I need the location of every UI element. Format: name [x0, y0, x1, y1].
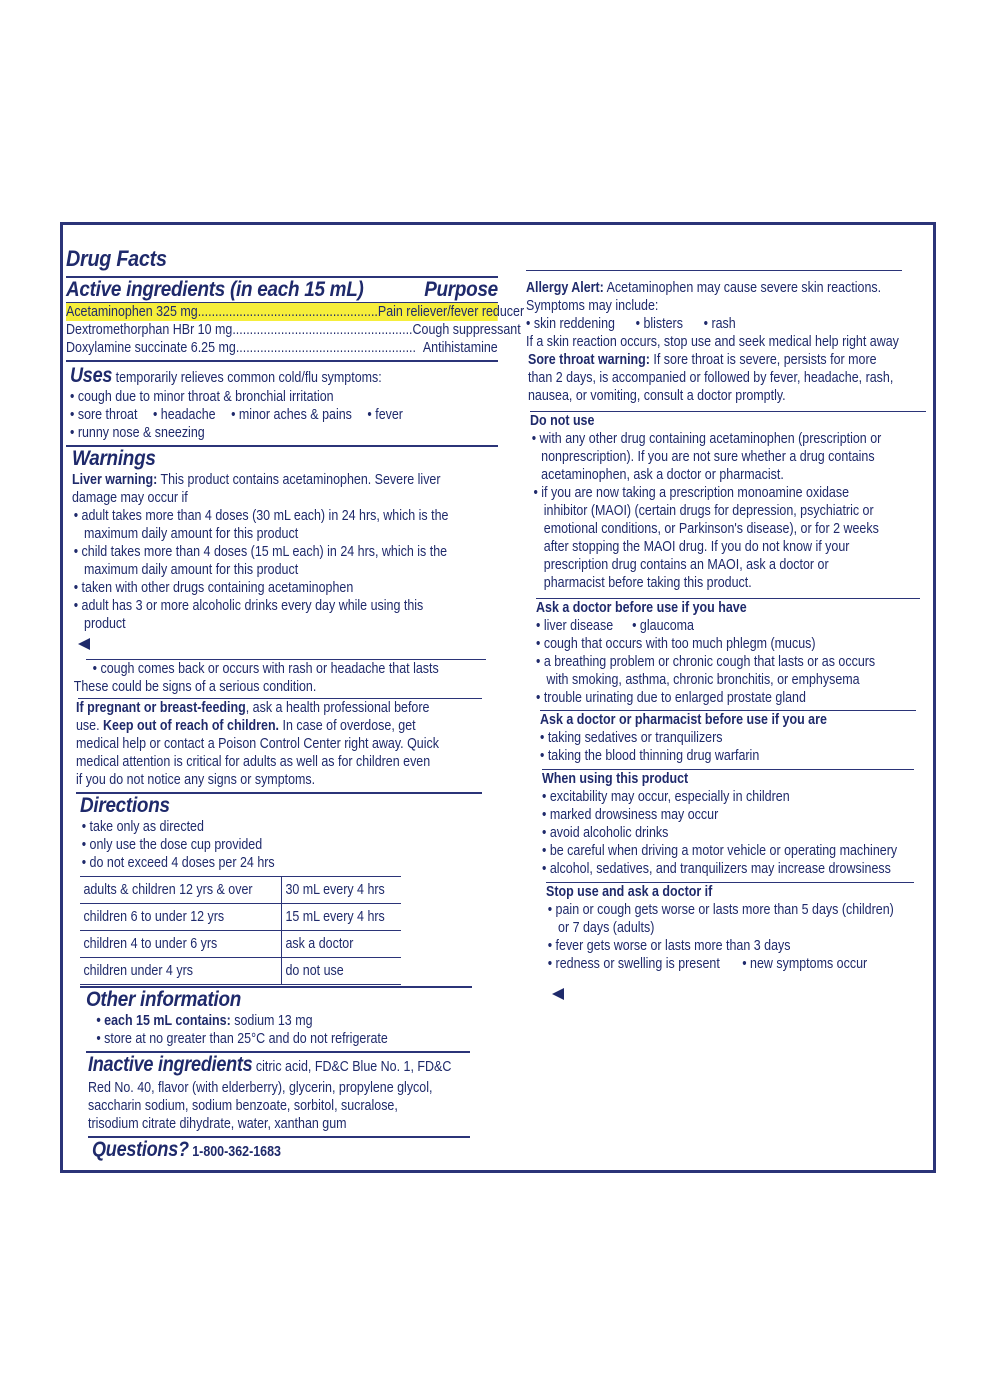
pregnancy-line — [76, 717, 439, 735]
continue-arrow — [546, 973, 936, 1011]
directions-section — [66, 794, 498, 985]
uses-section — [66, 364, 498, 442]
pregnancy-text: use. — [76, 718, 104, 734]
pregnancy-text: , ask a health professional before — [245, 700, 430, 716]
when-using-item: • excitability may occur, especially in children — [542, 789, 790, 805]
uses-item: • minor aches & pains — [231, 407, 352, 423]
phone-number: 1-800-362-1683 — [188, 1144, 281, 1160]
dose-cell — [281, 958, 401, 985]
inactive-line — [88, 1053, 452, 1079]
symptom-item: • blisters — [635, 316, 683, 332]
continue-arrow — [72, 633, 498, 659]
dose-cell — [281, 904, 401, 931]
age-text: children 4 to under 6 yrs — [83, 936, 218, 952]
ingredient-name: Acetaminophen 325 mg — [66, 304, 198, 320]
uses-heading: Uses — [70, 364, 113, 387]
do-not-use-heading: Do not use — [530, 413, 595, 429]
do-not-use-cont: nonprescription). If you are not sure whether a drug contains — [541, 449, 875, 465]
ask-pharmacist-item: • taking the blood thinning drug warfarin — [540, 748, 760, 764]
ingredient-name: Doxylamine succinate 6.25 mg — [66, 340, 236, 356]
uses-item: • cough due to minor throat & bronchial irritation — [70, 389, 334, 405]
divider — [66, 360, 498, 362]
sore-throat-line: nausea, or vomiting, consult a doctor promptly. — [528, 388, 786, 404]
pregnancy-line: medical help or contact a Poison Control Center right away. Quick — [76, 736, 439, 752]
stop-use-cont: or 7 days (adults) — [558, 920, 655, 936]
do-not-use-item: • if you are now taking a prescription monoamine oxidase — [533, 485, 850, 501]
age-cell — [80, 958, 281, 985]
age-text: adults & children 12 yrs & over — [83, 882, 253, 898]
leader-dots: .................................................... — [197, 304, 378, 320]
ingredient-purpose: Antihistamine — [422, 340, 498, 356]
ask-doctor-item: • trouble urinating due to enlarged prostate gland — [536, 690, 806, 706]
age-text: children 6 to under 12 yrs — [83, 909, 225, 925]
allergy-section — [526, 279, 936, 351]
other-info-item: • store at no greater than 25°C and do not refrigerate — [96, 1031, 388, 1047]
warnings-heading: Warnings — [72, 447, 156, 470]
pregnancy-block — [72, 699, 498, 789]
warning-item: • taken with other drugs containing acetaminophen — [73, 580, 354, 596]
do-not-use-item: • with any other drug containing acetaminophen (prescription or — [531, 431, 882, 447]
do-not-use-cont: inhibitor (MAOI) (certain drugs for depression, psychiatric or — [543, 503, 874, 519]
dose-text: 15 mL every 4 hrs — [285, 909, 385, 925]
allergy-symptoms — [526, 315, 879, 333]
table-row — [80, 931, 401, 958]
questions-heading: Questions? — [92, 1138, 189, 1161]
serious-condition: These could be signs of a serious condition. — [73, 679, 317, 695]
other-info-item — [86, 1012, 440, 1030]
active-header — [66, 278, 498, 302]
warning-item: • adult takes more than 4 doses (30 mL each) in 24 hrs, which is the — [73, 508, 449, 524]
do-not-use-cont: pharmacist before taking this product. — [543, 575, 752, 591]
warning-item: • adult has 3 or more alcoholic drinks every day while using this — [73, 598, 424, 614]
ask-doctor-item: • glaucoma — [632, 618, 694, 634]
ask-pharmacist-heading: Ask a doctor or pharmacist before use if you are — [540, 712, 827, 728]
uses-text: temporarily relieves common cold/flu symptoms: — [115, 370, 382, 386]
liver-warning-label: Liver warning: — [72, 472, 158, 488]
inactive-section — [66, 1053, 498, 1133]
sodium-label: • each 15 mL contains: — [96, 1013, 231, 1029]
warning-item-cont: maximum daily amount for this product — [84, 562, 299, 578]
inactive-line: Red No. 40, flavor (with elderberry), glycerin, propylene glycol, — [88, 1080, 433, 1096]
table-row — [80, 958, 401, 985]
warnings-section — [66, 447, 498, 789]
left-arrow-icon — [78, 638, 90, 650]
ask-doctor-section — [526, 599, 936, 707]
divider — [526, 270, 902, 271]
other-info-section — [66, 988, 498, 1048]
directions-item: • only use the dose cup provided — [81, 837, 263, 853]
when-using-item: • alcohol, sedatives, and tranquilizers may increase drowsiness — [542, 861, 891, 877]
pregnancy-line: medical attention is critical for adults as well as for children even — [76, 754, 431, 770]
dose-cell — [281, 877, 401, 904]
stop-use-item: • redness or swelling is present — [547, 956, 720, 972]
age-cell — [80, 904, 281, 931]
directions-item: • do not exceed 4 doses per 24 hrs — [81, 855, 275, 871]
allergy-line: Symptoms may include: — [526, 298, 659, 314]
sodium-text: sodium 13 mg — [230, 1013, 313, 1029]
when-using-item: • marked drowsiness may occur — [542, 807, 719, 823]
uses-intro — [70, 364, 438, 388]
do-not-use-cont: emotional conditions, or Parkinson's disease), or for 2 weeks — [543, 521, 879, 537]
symptom-item: • skin reddening — [526, 316, 615, 332]
ask-pharmacist-section — [526, 711, 936, 765]
pregnancy-line: if you do not notice any signs or symptoms. — [76, 772, 316, 788]
stop-use-item: • new symptoms occur — [742, 956, 868, 972]
uses-item: • fever — [367, 407, 403, 423]
dose-text: do not use — [285, 963, 344, 979]
do-not-use-cont: acetaminophen, ask a doctor or pharmacist. — [541, 467, 784, 483]
stop-use-row — [546, 955, 881, 973]
other-info-heading: Other information — [86, 988, 242, 1011]
keep-out-label: Keep out of reach of children. — [103, 718, 280, 734]
symptom-item: • rash — [703, 316, 736, 332]
dose-text: ask a doctor — [285, 936, 354, 952]
dosage-table — [80, 876, 401, 985]
questions-section — [66, 1138, 498, 1165]
liver-warning-text: This product contains acetaminophen. Severe liver — [160, 472, 441, 488]
table-row — [80, 877, 401, 904]
uses-item: • runny nose & sneezing — [70, 425, 205, 441]
active-ingredients-heading: Active ingredients (in each 15 mL) — [66, 278, 364, 301]
active-row — [66, 339, 498, 357]
do-not-use-cont: after stopping the MAOI drug. If you do not know if your — [543, 539, 850, 555]
warning-item: • cough comes back or occurs with rash or headache that lasts — [92, 661, 439, 677]
leader-dots: .................................................... — [235, 340, 416, 356]
sore-throat-line — [528, 351, 879, 369]
when-using-item: • avoid alcoholic drinks — [542, 825, 669, 841]
age-text: children under 4 yrs — [83, 963, 193, 979]
left-arrow-icon — [552, 988, 564, 1000]
ask-doctor-cont: with smoking, asthma, chronic bronchitis, or emphysema — [546, 672, 860, 688]
age-cell — [80, 877, 281, 904]
ask-doctor-item: • cough that occurs with too much phlegm (mucus) — [536, 636, 816, 652]
allergy-text: Acetaminophen may cause severe skin reactions. — [603, 280, 882, 296]
directions-item: • take only as directed — [81, 819, 204, 835]
drug-facts-title: Drug Facts — [66, 246, 167, 271]
liver-warning — [72, 471, 441, 489]
allergy-line: If a skin reaction occurs, stop use and seek medical help right away — [526, 334, 899, 350]
inactive-line: trisodium citrate dihydrate, water, xanthan gum — [88, 1116, 347, 1132]
purpose-heading: Purpose — [424, 278, 498, 301]
dose-cell — [281, 931, 401, 958]
ask-doctor-row — [536, 617, 880, 635]
stop-use-item: • fever gets worse or lasts more than 3 days — [547, 938, 791, 954]
when-using-heading: When using this product — [542, 771, 689, 787]
active-row — [66, 303, 525, 321]
sore-throat-text: If sore throat is severe, persists for more — [649, 352, 877, 368]
table-row — [80, 904, 401, 931]
ingredient-purpose: Pain reliever/fever reducer — [377, 304, 525, 320]
allergy-label: Allergy Alert: — [526, 280, 604, 296]
stop-use-heading: Stop use and ask a doctor if — [546, 884, 713, 900]
ingredient-name: Dextromethorphan HBr 10 mg — [66, 322, 233, 338]
ask-pharmacist-item: • taking sedatives or tranquilizers — [540, 730, 723, 746]
ingredient-purpose: Cough suppressant — [412, 322, 521, 338]
inactive-line: saccharin sodium, sodium benzoate, sorbitol, sucralose, — [88, 1098, 398, 1114]
do-not-use-cont: prescription drug contains an MAOI, ask a doctor or — [543, 557, 829, 573]
right-column — [526, 270, 936, 1011]
inactive-heading: Inactive ingredients — [88, 1053, 253, 1076]
ask-doctor-heading: Ask a doctor before use if you have — [536, 600, 747, 616]
sore-throat-section — [526, 351, 936, 405]
pregnancy-text: In case of overdose, get — [279, 718, 416, 734]
warning-item: • child takes more than 4 doses (15 mL each) in 24 hrs, which is the — [73, 544, 448, 560]
when-using-section — [526, 770, 936, 878]
warning-item-cont: maximum daily amount for this product — [84, 526, 299, 542]
stop-use-item: • pain or cough gets worse or lasts more than 5 days (children) — [547, 902, 894, 918]
left-column — [66, 246, 525, 1165]
pregnancy-line — [76, 699, 439, 717]
uses-item: • sore throat — [70, 407, 138, 423]
questions-line — [92, 1138, 441, 1165]
ask-doctor-item: • liver disease — [536, 618, 614, 634]
sore-throat-label: Sore throat warning: — [528, 352, 650, 368]
stop-use-section — [526, 883, 936, 1011]
active-rows — [66, 302, 525, 357]
pregnancy-label: If pregnant or breast-feeding — [76, 700, 246, 716]
allergy-line — [526, 279, 882, 297]
directions-heading: Directions — [80, 794, 170, 817]
when-using-item: • be careful when driving a motor vehicle or operating machinery — [542, 843, 898, 859]
ask-doctor-item: • a breathing problem or chronic cough that lasts or as occurs — [536, 654, 876, 670]
do-not-use-section — [526, 412, 936, 592]
dose-text: 30 mL every 4 hrs — [285, 882, 385, 898]
warning-item-cont: product — [84, 616, 126, 632]
liver-warning-text: damage may occur if — [72, 490, 188, 506]
active-row — [66, 321, 521, 339]
sore-throat-line: than 2 days, is accompanied or followed by fever, headache, rash, — [528, 370, 894, 386]
uses-item: • headache — [152, 407, 216, 423]
leader-dots: .................................................... — [232, 322, 413, 338]
inactive-text: citric acid, FD&C Blue No. 1, FD&C — [252, 1059, 452, 1075]
age-cell — [80, 931, 281, 958]
uses-row — [70, 406, 438, 424]
